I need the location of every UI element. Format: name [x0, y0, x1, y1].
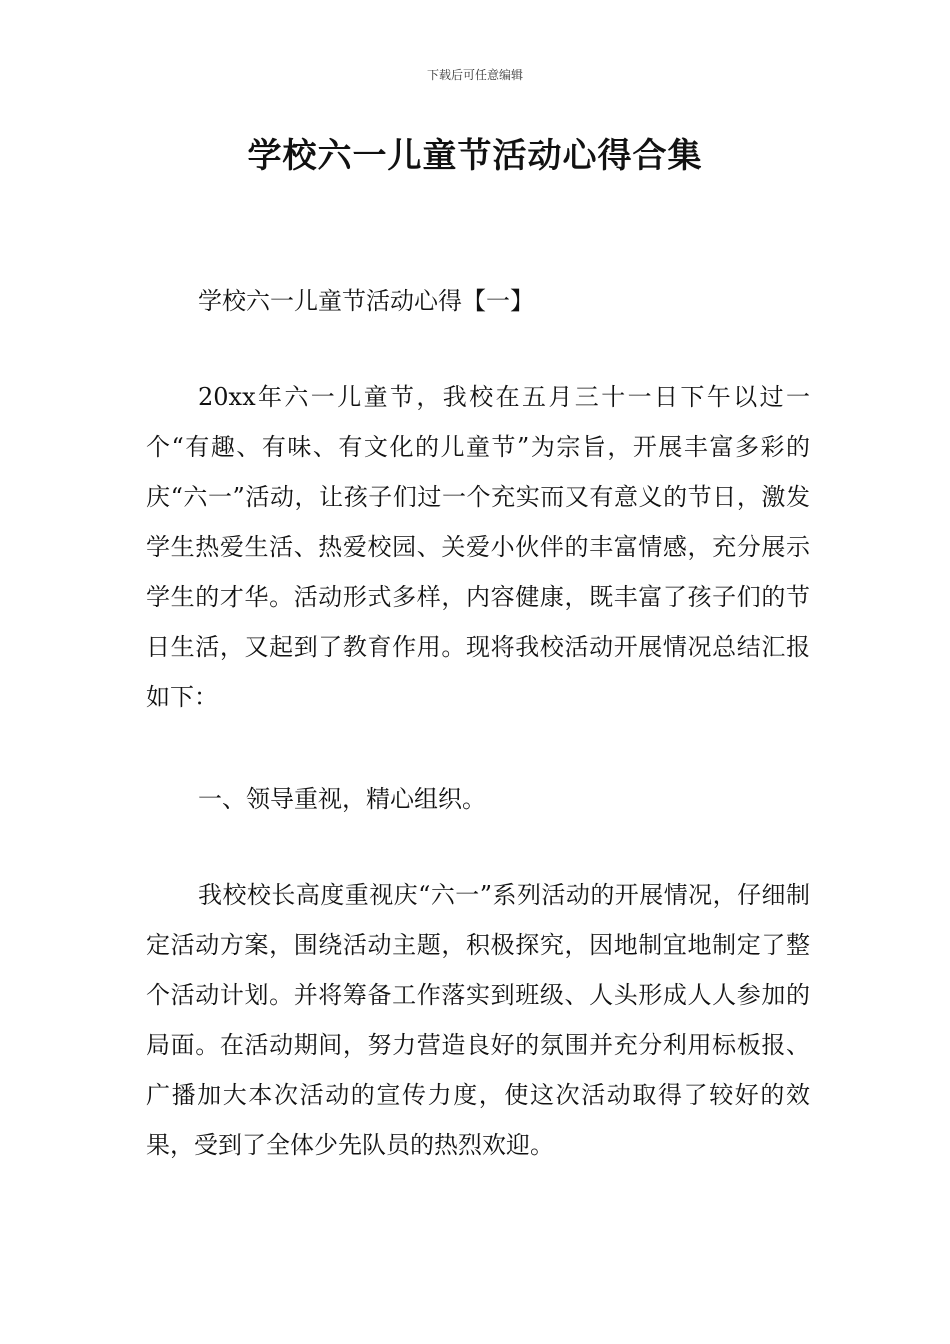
body-paragraph: 我校校长高度重视庆“六一”系列活动的开展情况，仔细制定活动方案，围绕活动主题，积极探究，因地制宜地制定了整个活动计划。并将筹备工作落实到班级、人头形成人人参加的局面。在活动期间，努力营造良好的氛围并充分利用标板报、广播加大本次活动的宣传力度，使这次活动取得了较好的效果，受到了全体少先队员的热烈欢迎。	[146, 881, 810, 1159]
body-paragraph: 20xx年六一儿童节，我校在五月三十一日下午以过一个“有趣、有味、有文化的儿童节”为宗旨，开展丰富多彩的庆“六一”活动，让孩子们过一个充实而又有意义的节日，激发学生热爱生活、热爱校园、关爱小伙伴的丰富情感，充分展示学生的才华。活动形式多样，内容健康，既丰富了孩子们的节日生活，又起到了教育作用。现将我校活动开展情况总结汇报如下：	[146, 383, 810, 711]
document-title: 学校六一儿童节活动心得合集	[247, 136, 703, 176]
section-heading: 学校六一儿童节活动心得【一】	[198, 287, 534, 315]
section-heading: 一、领导重视，精心组织。	[198, 785, 486, 813]
header-note: 下载后可任意编辑	[426, 68, 523, 82]
